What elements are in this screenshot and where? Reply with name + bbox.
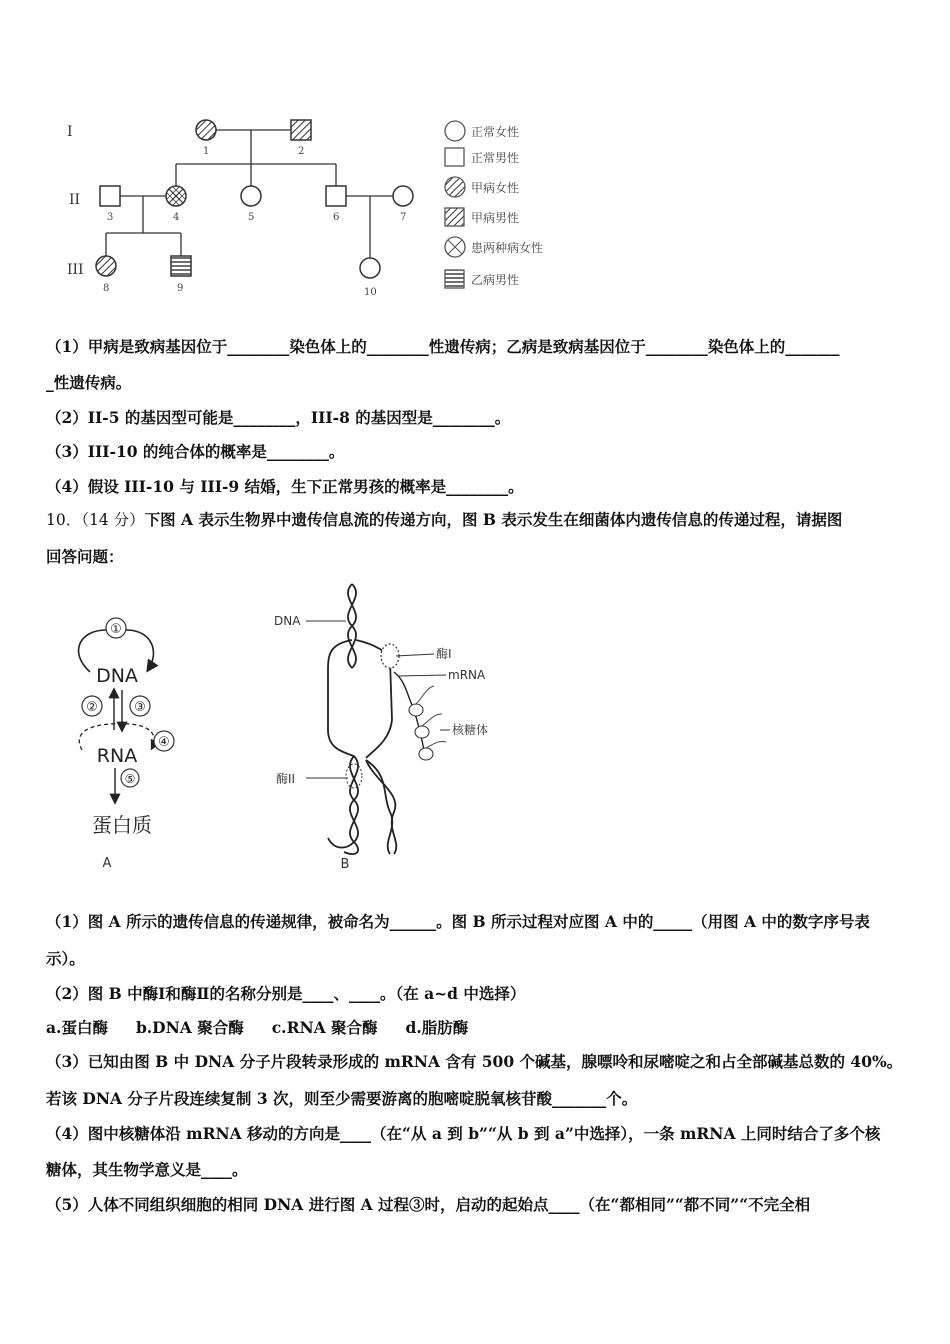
dna-double-helix-bottom: [328, 756, 396, 854]
pedigree-chart: [55, 108, 595, 303]
q10-intro-line2: 回答问题：: [46, 547, 124, 566]
step-1-label: ①: [110, 622, 122, 637]
protein-node: 蛋白质: [92, 813, 152, 837]
dna-node: DNA: [96, 665, 138, 687]
q10-options: [46, 1017, 906, 1039]
legend-disease-b-male-symbol: [445, 270, 464, 288]
individual-5-normal-female: [241, 186, 261, 206]
q9-part2: （2）II-5 的基因型可能是________，III-8 的基因型是________。: [46, 408, 511, 427]
individual-2-affected-male: [291, 120, 311, 140]
individual-4-both-diseases-female: [166, 186, 186, 206]
ribosomes: [409, 686, 446, 760]
individual-6-normal-male: [326, 186, 346, 206]
figure-a-caption: A: [102, 856, 112, 870]
individual-number: 4: [173, 212, 180, 223]
enzyme-ii-label: 酶II: [276, 772, 296, 786]
individual-number: 3: [107, 212, 114, 223]
q10-intro-line1: [46, 509, 906, 531]
template-strand: [328, 640, 354, 756]
individual-number: 1: [203, 146, 210, 157]
option-c: c.RNA 聚合酶: [271, 1018, 378, 1037]
figure-b-transcription-translation: [270, 580, 520, 875]
option-d: d.脂肪酶: [405, 1018, 469, 1037]
legend-affected-female-symbol: [445, 177, 465, 197]
individual-3-normal-male: [100, 186, 120, 206]
legend-label: 正常女性: [471, 125, 520, 139]
generation-label: I: [67, 124, 73, 140]
q10-part2: （2）图 B 中酶Ⅰ和酶Ⅱ的名称分别是____、____。（在 a~d 中选择）: [46, 984, 526, 1003]
figure-b-caption: B: [340, 857, 350, 872]
dna-double-helix-top: [348, 584, 356, 668]
q9-part4: （4）假设 III-10 与 III-9 结婚，生下正常男孩的概率是________。: [46, 477, 524, 496]
q10-number: 10．（14 分）: [46, 511, 145, 529]
individual-9-disease-b-male: [171, 256, 191, 276]
enzyme-i-label: 酶I: [436, 647, 452, 661]
individual-number: 5: [248, 212, 255, 223]
individual-number: 7: [400, 212, 407, 223]
option-a: a.蛋白酶: [46, 1018, 108, 1037]
q10-part1-line2: 示）。: [46, 949, 85, 968]
q10-part3-line2: 若该 DNA 分子片段连续复制 3 次，则至少需要游离的胞嘧啶脱氧核苷酸_______个。: [46, 1089, 638, 1108]
dna-label: DNA: [274, 614, 301, 628]
legend-affected-male-symbol: [445, 208, 464, 226]
individual-8-affected-female: [96, 256, 116, 276]
individual-1-affected-female: [196, 120, 216, 140]
q10-part4-line2: 糖体，其生物学意义是____。: [46, 1160, 248, 1179]
individual-number: 8: [103, 283, 110, 294]
legend-normal-male-symbol: [445, 148, 464, 166]
individual-10-normal-female: [360, 258, 380, 278]
individual-number: 2: [298, 146, 305, 157]
generation-label: II: [69, 192, 81, 208]
rna-node: RNA: [96, 745, 138, 767]
q10-part1-line1: （1）图 A 所示的遗传信息的传递规律，被命名为______。图 B 所示过程对应图 A 中的_____（用图 A 中的数字序号表: [46, 912, 870, 931]
step-3-label: ③: [134, 700, 146, 715]
enzyme-ii-blob: [346, 764, 362, 788]
legend-label: 正常男性: [471, 151, 520, 165]
legend-label: 甲病男性: [471, 211, 520, 225]
option-b: b.DNA 聚合酶: [135, 1018, 244, 1037]
individual-7-normal-female: [393, 186, 413, 206]
q9-part1-line2: _性遗传病。: [46, 373, 132, 392]
legend-label: 乙病男性: [471, 273, 520, 287]
legend-normal-female-symbol: [445, 121, 465, 141]
q9-part3: （3）III-10 的纯合体的概率是________。: [46, 442, 345, 461]
q10-part5: （5）人体不同组织细胞的相同 DNA 进行图 A 过程③时，启动的起始点____（在“都相同”“都不同”“不完全相: [46, 1195, 811, 1214]
legend-label: 患两种病女性: [471, 241, 544, 255]
ribosome-label: 核糖体: [452, 723, 489, 737]
q10-intro-text: 下图 A 表示生物界中遗传信息流的传递方向，图 B 表示发生在细菌体内遗传信息的传递过程，请据图: [144, 510, 843, 529]
legend-label: 甲病女性: [471, 181, 520, 195]
step-4-label: ④: [158, 735, 170, 750]
step-5-label: ⑤: [124, 772, 136, 786]
q10-part4-line1: （4）图中核糖体沿 mRNA 移动的方向是____（在“从 a 到 b”“从 b 到 a”中选择），一条 mRNA 上同时结合了多个核: [46, 1124, 881, 1143]
individual-number: 10: [364, 287, 377, 298]
individual-number: 6: [333, 212, 340, 223]
individual-number: 9: [177, 283, 184, 294]
mrna-label: mRNA: [448, 668, 486, 682]
q9-part1-line1: （1）甲病是致病基因位于________染色体上的________性遗传病；乙病是致病基因位于________染色体上的_______: [46, 337, 840, 356]
q10-part3-line1: （3）已知由图 B 中 DNA 分子片段转录形成的 mRNA 含有 500 个碱基，腺嘌呤和尿嘧啶之和占全部碱基总数的 40%。: [46, 1052, 903, 1071]
legend-both-diseases-female-symbol: [445, 237, 465, 257]
step-2-label: ②: [86, 700, 98, 715]
generation-label: III: [67, 262, 84, 278]
figure-a-central-dogma: [60, 610, 210, 870]
